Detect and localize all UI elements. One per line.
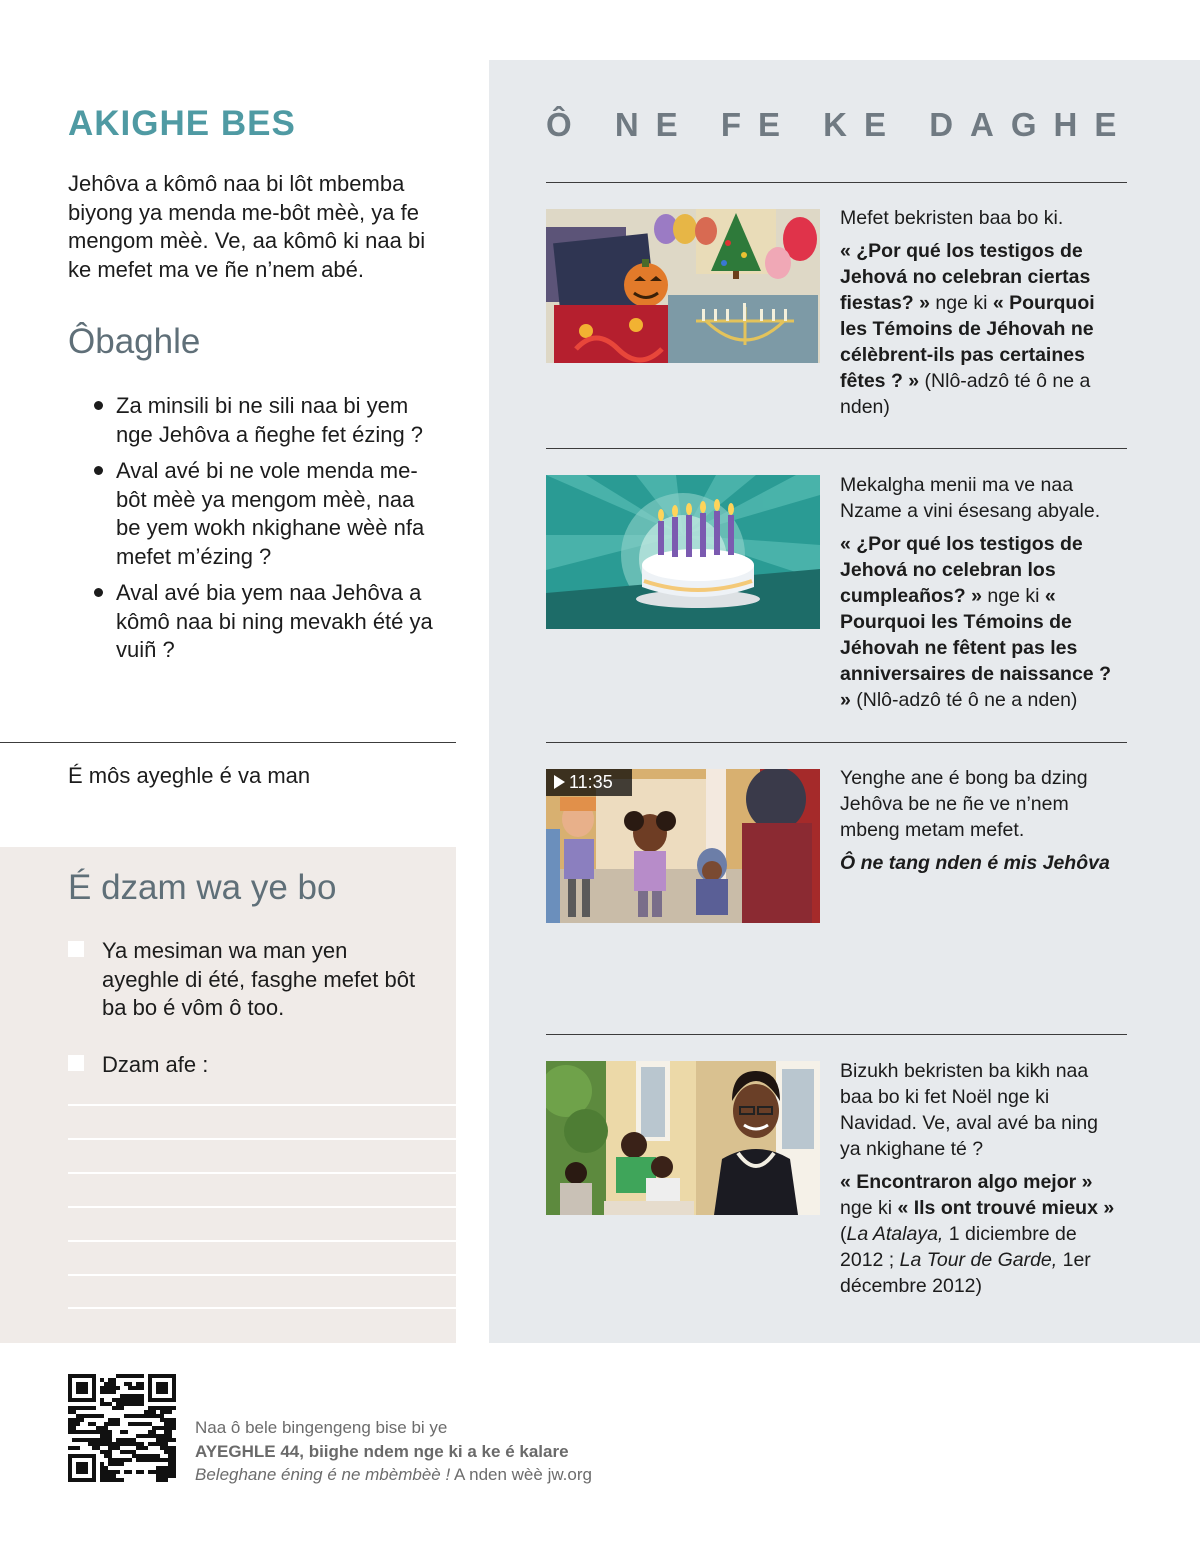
divider bbox=[546, 448, 1127, 449]
article-link[interactable]: « Encontraron algo mejor » bbox=[840, 1171, 1093, 1193]
goal-text: Ya mesiman wa man yen ayeghle di été, fasghe mefet bôt ba bo é vôm ô too. bbox=[102, 938, 416, 1020]
checkbox[interactable] bbox=[68, 1055, 84, 1071]
note-line[interactable] bbox=[68, 1307, 456, 1309]
article-link[interactable]: « ¿Por qué los testigos de Jehová no celebran ciertas fiestas? » bbox=[840, 240, 1091, 314]
checkbox[interactable] bbox=[68, 941, 84, 957]
goal-item bbox=[68, 1051, 428, 1080]
connector-text: nge ki bbox=[929, 292, 993, 314]
footer-line-1: Naa ô bele bingengeng bise bi ye bbox=[195, 1418, 448, 1437]
note-line[interactable] bbox=[68, 1274, 456, 1276]
publication-date: 1er décembre 2012) bbox=[840, 1249, 1091, 1297]
bullet-icon bbox=[94, 588, 103, 597]
resource-item-text bbox=[840, 472, 1122, 720]
summary-body: Jehôva a kômô naa bi lôt mbemba biyong ya menda me-bôt mèè, ya fe mengom mèè. Ve, aa kômô ki naa bi ke mefet ma ve ñe n’nem abé. bbox=[68, 171, 426, 282]
bullet-icon bbox=[94, 401, 103, 410]
note-line[interactable] bbox=[68, 1104, 456, 1106]
connector-text: nge ki bbox=[981, 585, 1045, 607]
website-link[interactable]: A nden wèè jw.org bbox=[450, 1465, 592, 1484]
goals-panel bbox=[0, 847, 456, 1343]
video-duration-badge: 11:35 bbox=[546, 769, 632, 796]
connector-text: nge ki bbox=[840, 1197, 898, 1219]
review-questions-list bbox=[92, 392, 442, 673]
article-link[interactable]: « Pourquoi les Témoins de Jéhovah ne fêtent pas les anniversaires de naissance ? » bbox=[840, 585, 1111, 711]
note-line[interactable] bbox=[68, 1240, 456, 1242]
publication-name: La Atalaya, bbox=[846, 1223, 944, 1245]
lesson-objective: É môs ayeghle é va man bbox=[68, 763, 311, 788]
footer-text bbox=[195, 1416, 592, 1487]
review-question: Za minsili bi ne sili naa bi yem nge Jehôva a ñeghe fet ézing ? bbox=[92, 392, 442, 449]
article-link[interactable]: « ¿Por qué los testigos de Jehová no celebran los cumpleaños? » bbox=[840, 533, 1083, 607]
video-link[interactable]: Ô ne tang nden é mis Jehôva bbox=[840, 852, 1110, 874]
divider bbox=[546, 742, 1127, 743]
resource-intro: Mefet bekristen baa bo ki. bbox=[840, 207, 1064, 229]
note-line[interactable] bbox=[68, 1138, 456, 1140]
note-line[interactable] bbox=[68, 1206, 456, 1208]
goal-text: Dzam afe : bbox=[102, 1052, 209, 1077]
resource-intro: Bizukh bekristen ba kikh naa baa bo ki fet Noël nge ki Navidad. Ve, aval avé ba ning ya nkighane té ? bbox=[840, 1060, 1099, 1160]
qr-code[interactable] bbox=[68, 1374, 176, 1482]
resource-intro: Mekalgha menii ma ve naa Nzame a vini ésesang abyale. bbox=[840, 474, 1101, 522]
resource-item-text: Bizukh bekristen ba kikh naa baa bo ki fet Noël nge ki Navidad. Ve, aval avé ba ning ya nkighane té ? « Encontraron algo mejor » nge ki « Ils ont trouvé mieux » (La Atalaya, 1 diciembre de 2012 ; La Tour de Garde, 1er décembre 2012) bbox=[840, 1058, 1122, 1306]
resource-intro: Yenghe ane é bong ba dzing Jehôva be ne ñe ve n’nem mbeng metam mefet. bbox=[840, 767, 1088, 841]
footer-line-2: AYEGHLE 44, biighe ndem nge ki a ke é kalare bbox=[195, 1441, 569, 1461]
divider bbox=[0, 742, 456, 743]
divider bbox=[546, 182, 1127, 183]
play-icon[interactable] bbox=[554, 775, 565, 789]
divider bbox=[546, 1034, 1127, 1035]
birthday-cake-image[interactable] bbox=[546, 475, 820, 629]
explore-title: Ô NE FE KE DAGHE bbox=[546, 106, 1134, 143]
publication-name: La Tour de Garde, bbox=[899, 1249, 1058, 1271]
article-link[interactable]: « Ils ont trouvé mieux » bbox=[897, 1197, 1115, 1219]
review-question: Aval avé bia yem naa Jehôva a kômô naa bi ning mevakh été ya vuiñ ? bbox=[92, 579, 442, 665]
publication-date: 1 diciembre de 2012 ; bbox=[840, 1223, 1077, 1271]
review-question: Aval avé bi ne vole menda me-bôt mèè ya mengom mèè, naa be yem wokh nkighane wèè nfa mefet m’ézing ? bbox=[92, 457, 442, 571]
resource-item-text bbox=[840, 205, 1122, 427]
note-line[interactable] bbox=[68, 1172, 456, 1174]
holidays-collage-image[interactable] bbox=[546, 209, 820, 363]
source-reference: (Nlô-adzô té ô ne a nden) bbox=[840, 370, 1091, 418]
resource-item-text bbox=[840, 765, 1122, 883]
summary-title: AKIGHE BES bbox=[68, 104, 296, 143]
goals-title: É dzam wa ye bo bbox=[68, 868, 337, 907]
article-link[interactable]: « Pourquoi les Témoins de Jéhovah ne célèbrent-ils pas certaines fêtes ? » bbox=[840, 292, 1095, 392]
review-title: Ôbaghle bbox=[68, 322, 201, 361]
footer-line-3: Beleghane éning é ne mbèmbèè ! A nden wèè jw.org bbox=[195, 1465, 592, 1484]
goal-item bbox=[68, 937, 428, 1023]
smiling-woman-photo[interactable] bbox=[546, 1061, 820, 1215]
bullet-icon bbox=[94, 466, 103, 475]
source-reference: (Nlô-adzô té ô ne a nden) bbox=[850, 689, 1078, 711]
